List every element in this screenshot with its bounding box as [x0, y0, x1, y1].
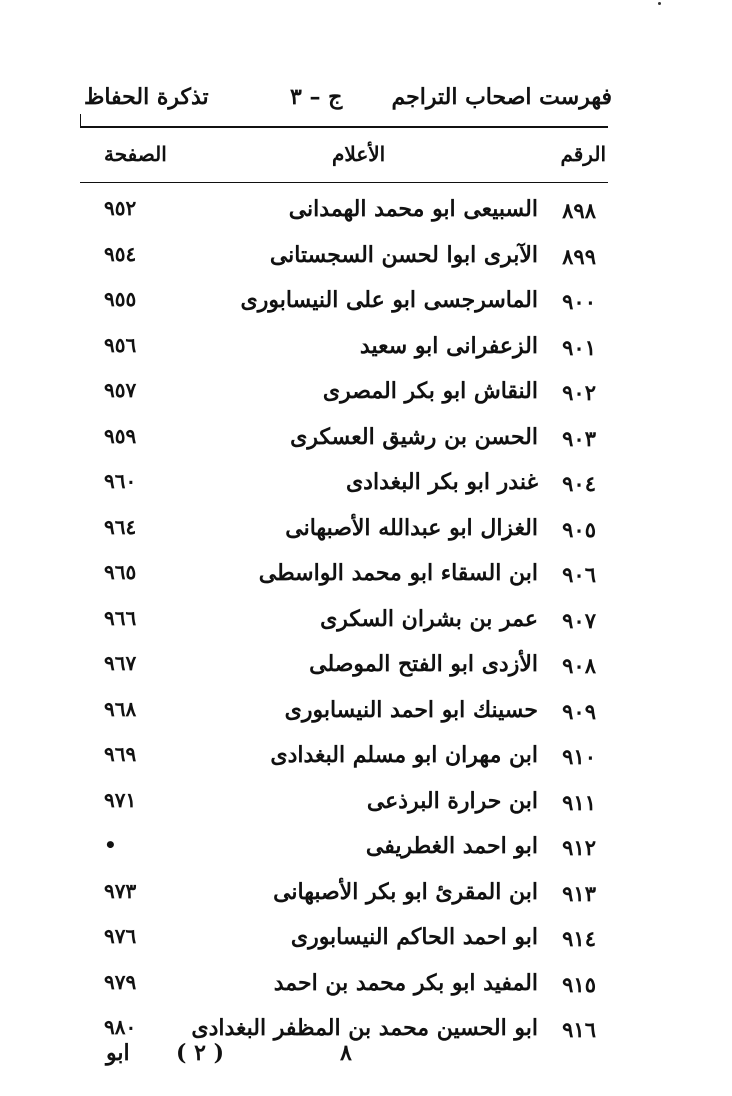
entry-number: ٩٠٩	[562, 698, 596, 724]
entry-number: ٩٠٣	[562, 425, 596, 451]
entry-number: ٩٠١	[562, 334, 596, 360]
entry-name: ابن المقرئ ابو بكر الأصبهانى	[273, 878, 538, 905]
entry-number: ٩٠٤	[562, 471, 596, 496]
entry-page: ٩٧٩	[104, 969, 137, 994]
table-row	[80, 374, 608, 414]
table-row	[80, 465, 608, 505]
entry-page: ٩٦٨	[104, 696, 137, 721]
entry-number: ٩٠٠	[562, 289, 596, 314]
entry-name: غندر ابو بكر البغدادى	[345, 469, 538, 495]
book-title: تذكرة الحفاظ	[84, 84, 209, 110]
entry-number: ٩١٠	[562, 744, 596, 769]
entry-number: ٩١١	[562, 789, 596, 815]
entry-name: ابو احمد الغطريفى	[365, 833, 538, 859]
table-row	[80, 829, 608, 869]
entry-number: ٩١٥	[562, 971, 596, 997]
entry-number: ٩٠٧	[562, 607, 596, 633]
column-header-number: الرقم	[560, 142, 606, 166]
entry-number: ٩٠٨	[562, 653, 596, 678]
page-number: ٨	[340, 1040, 352, 1066]
entry-name: الغزال ابو عبدالله الأصبهانى	[285, 514, 538, 541]
entry-page: ٩٥٥	[104, 287, 137, 311]
ink-speck	[658, 2, 661, 5]
entry-number: ٩١٢	[562, 835, 596, 860]
entry-number: ٩١٦	[562, 1017, 596, 1042]
table-row	[80, 875, 608, 915]
entry-name: ابو احمد الحاكم النيسابورى	[290, 924, 538, 950]
index-title: فهرست اصحاب التراجم	[391, 84, 612, 110]
table-row	[80, 511, 608, 551]
entry-name: الماسرجسى ابو على النيسابورى	[240, 287, 538, 313]
table-row	[80, 920, 608, 960]
table-row	[80, 966, 608, 1006]
entry-number: ٩٠٦	[562, 562, 596, 587]
entry-name: عمر بن بشران السكرى	[320, 605, 538, 632]
table-row	[80, 784, 608, 824]
table-row	[80, 693, 608, 733]
entry-page: ٩٦٥	[104, 560, 137, 584]
entry-page: ٩٥٢	[104, 196, 137, 220]
entry-page: ٩٥٤	[104, 241, 137, 266]
table-row	[80, 738, 608, 778]
entry-number: ٩١٤	[562, 926, 596, 951]
entry-name: النقاش ابو بكر المصرى	[322, 378, 538, 404]
entry-page: ٩٦٩	[104, 742, 137, 766]
entry-number: ٩٠٢	[562, 380, 596, 405]
entry-name: ابن السقاء ابو محمد الواسطى	[258, 560, 538, 586]
entry-page: ٩٦٦	[104, 605, 137, 630]
column-header-page: الصفحة	[104, 142, 167, 166]
table-row	[80, 283, 608, 323]
entry-page: ٩٧٦	[104, 924, 137, 948]
entry-page: ٩٦٧	[104, 651, 137, 675]
entry-page: ٩٧٣	[104, 878, 137, 903]
entry-name: الزعفرانى ابو سعيد	[359, 332, 538, 359]
table-row	[80, 556, 608, 596]
table-row	[80, 602, 608, 642]
entry-page: ٩٧١	[104, 787, 137, 812]
table-row	[80, 192, 608, 232]
signature-mark: ( ٢ )	[176, 1040, 224, 1066]
entry-page: ٩٦٤	[104, 514, 137, 539]
catchword: ابو	[106, 1040, 130, 1066]
table-row	[80, 329, 608, 369]
volume-label: ج – ٣	[290, 84, 343, 110]
entry-page: ٩٥٦	[104, 332, 137, 357]
table-row	[80, 647, 608, 687]
header-rule-tick	[80, 114, 81, 126]
entry-page: ٩٨٠	[104, 1015, 137, 1039]
entry-number: ٩٠٥	[562, 516, 596, 542]
entry-name: ابو الحسين محمد بن المظفر البغدادى	[191, 1015, 538, 1041]
entry-page: ٩٥٧	[104, 378, 137, 402]
table-row	[80, 420, 608, 460]
header-rule	[80, 126, 608, 128]
entry-number: ٨٩٨	[562, 198, 596, 223]
entry-page: •	[104, 833, 117, 857]
entry-name: ابن مهران ابو مسلم البغدادى	[270, 742, 538, 768]
entry-name: حسينك ابو احمد النيسابورى	[284, 696, 538, 723]
column-header-rule	[80, 182, 608, 183]
entry-name: المفيد ابو بكر محمد بن احمد	[273, 969, 538, 996]
column-header-names: الأعلام	[332, 142, 386, 166]
entry-name: الأزدى ابو الفتح الموصلى	[309, 651, 538, 677]
entry-name: الآبرى ابوا لحسن السجستانى	[269, 241, 538, 268]
entry-name: الحسن بن رشيق العسكرى	[290, 423, 538, 450]
entry-page: ٩٥٩	[104, 423, 137, 448]
table-row	[80, 238, 608, 278]
entry-page: ٩٦٠	[104, 469, 137, 493]
entry-number: ٩١٣	[562, 880, 596, 906]
entry-number: ٨٩٩	[562, 243, 596, 269]
entry-name: ابن حرارة البرذعى	[366, 787, 538, 814]
entry-name: السبيعى ابو محمد الهمدانى	[288, 196, 538, 222]
